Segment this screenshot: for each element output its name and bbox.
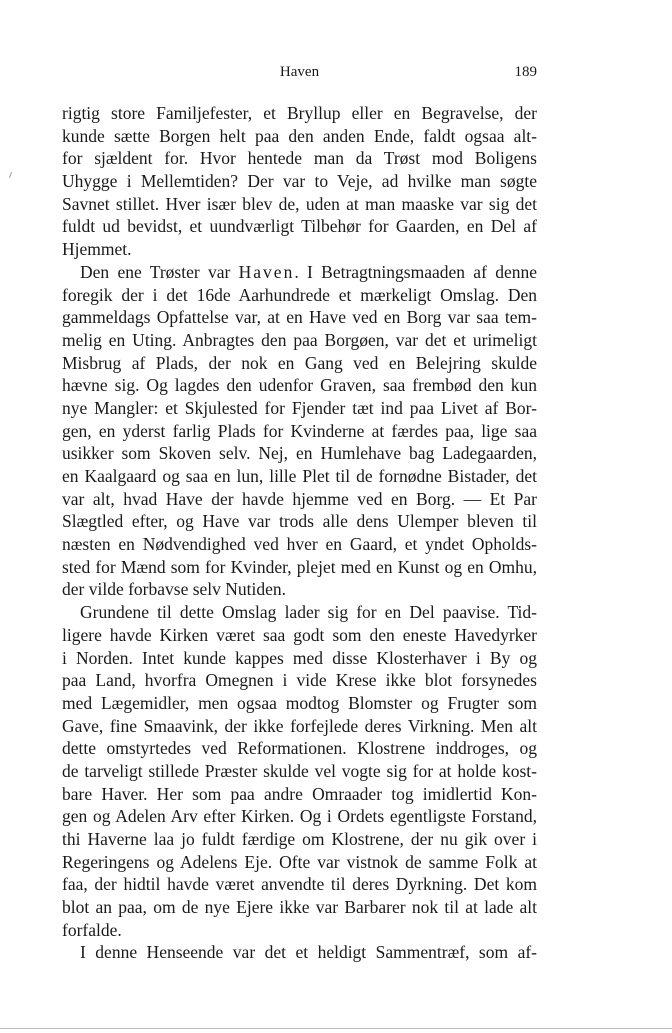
text-line: bare Haver. Her som paa andre Omraader tog imidlertid Kon-: [62, 783, 537, 804]
text-line: der vilde forbavse selv Nutiden.: [62, 579, 287, 600]
margin-mark: [9, 172, 12, 178]
emphasized-word: Haven: [238, 261, 295, 282]
text-line: Gave, fine Smaavink, der ikke forfejlede deres Virkning. Men alt: [62, 715, 537, 736]
text-line: fuldt ud bevidst, et uundværligt Tilbehør for Gaarden, en Del af: [62, 216, 537, 237]
text-line: i Norden. Intet kunde kappes med disse Klosterhaver i By og: [62, 647, 537, 668]
text-line: nye Mangler: et Skjulested for Fjender tæt ind paa Livet af Bor-: [62, 397, 537, 418]
text-line: ligere havde Kirken været saa godt som den eneste Havedyrker: [62, 624, 537, 645]
text-line: Uhygge i Mellemtiden? Der var to Veje, ad hvilke man søgte: [62, 171, 537, 192]
running-head: [62, 64, 537, 84]
text-line: Regeringens og Adelens Eje. Ofte var vistnok de samme Folk at: [62, 851, 537, 872]
text-line: sted for Mænd som for Kvinder, plejet med en Kunst og en Omhu,: [62, 556, 537, 577]
text-line: forfalde.: [62, 919, 122, 940]
text-line: paa Land, hvorfra Omegnen i vide Krese ikke blot forsynedes: [62, 670, 537, 691]
text-line: gen, en yderst farlig Plads for Kvinderne at færdes paa, lige saa: [62, 420, 537, 441]
text-line: Savnet stillet. Hver især blev de, uden at man maaske var sig det: [62, 193, 537, 214]
text-line: foregik der i det 16de Aarhundrede et mærkeligt Omslag. Den: [62, 284, 537, 305]
text-line: de tarveligt stillede Præster skulde vel vogte sig for at holde kost-: [62, 760, 537, 781]
text-run: . I Betragtningsmaaden af denne: [294, 261, 537, 282]
running-title: Haven: [279, 64, 320, 80]
text-line: for sjældent for. Hvor hentede man da Trøst mod Boligens: [62, 148, 537, 169]
text-line: faa, der hidtil havde været anvendte til deres Dyrkning. Det kom: [62, 874, 537, 895]
text-line: dette omstyrtedes ved Reformationen. Klostrene inddroges, og: [62, 738, 537, 759]
body-text: [62, 102, 537, 964]
text-run: Den ene Trøster var: [80, 261, 231, 282]
text-line: [62, 261, 537, 284]
text-line: melig en Uting. Anbragtes den paa Borgøen, var det et urimeligt: [62, 329, 537, 350]
text-line: gen og Adelen Arv efter Kirken. Og i Ordets egentligste Forstand,: [62, 806, 537, 827]
text-line: thi Haverne laa jo fuldt færdige om Klostrene, der nu gik over i: [62, 829, 537, 849]
text-line: rigtig store Familjefester, et Bryllup eller en Begravelse, der: [62, 103, 537, 123]
text-line: med Lægemidler, men ogsaa modtog Blomster og Frugter som: [62, 692, 537, 713]
text-line: gammeldags Opfattelse var, at en Have ved en Borg var saa tem-: [62, 307, 537, 328]
text-line: blot an paa, om de nye Ejere ikke var Barbarer nok til at lade alt: [62, 897, 537, 918]
text-line: næsten en Nødvendighed ved hver en Gaard, et yndet Opholds-: [62, 534, 537, 555]
text-line: en Kaalgaard og saa en lun, lille Plet til de fornødne Bistader, det: [62, 466, 537, 486]
text-line: usikker som Skoven selv. Nej, en Humlehave bag Ladegaarden,: [62, 443, 537, 464]
page-number: 189: [514, 64, 537, 80]
text-line: var alt, hvad Have der havde hjemme ved en Borg. — Et Par: [62, 488, 537, 509]
text-line: Slægtled efter, og Have var trods alle dens Ulemper bleven til: [62, 511, 537, 532]
text-line: kunde sætte Borgen helt paa den anden Ende, faldt ogsaa alt-: [62, 125, 537, 146]
page-bottom-edge: [0, 1028, 672, 1029]
text-line: I denne Henseende var det et heldigt Sammentræf, som af-: [80, 942, 537, 963]
text-line: Hjemmet.: [62, 239, 132, 260]
text-line: Grundene til dette Omslag lader sig for en Del paavise. Tid-: [80, 602, 537, 623]
text-line: Misbrug af Plads, der nok en Gang ved en Belejring skulde: [62, 352, 537, 373]
text-line: hævne sig. Og lagdes den udenfor Graven, saa frembød den kun: [62, 375, 537, 396]
